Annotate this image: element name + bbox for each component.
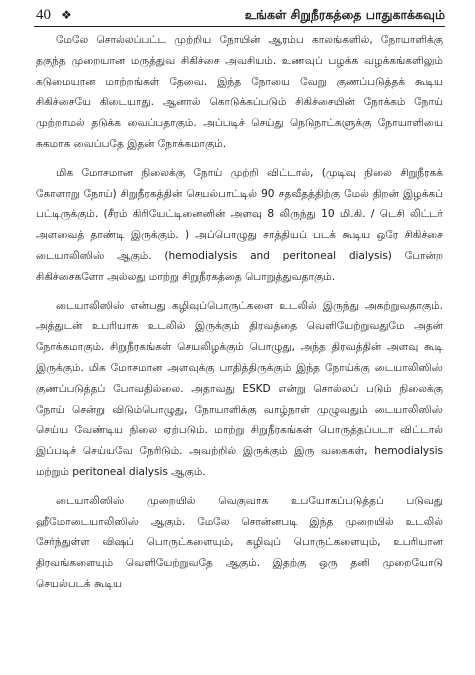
paragraph-4: டையாலிஸிஸ் முறையில் வெகுவாக உபயோகப்படுத்தப் படுவது ஹீமோடையாலிஸிஸ் ஆகும். மேலே சொன்னபடி இந்த முறையில் உடலில் சேர்ந்துள்ள விஷப் பொருட்களையும், கழிவுப் பொருட்களையும், உபரியான திரவங்களையும் வெளியேற்றுவதே ஆகும். இதற்கு ஒரு தனி முறையோடு செயல்படக் கூடிய [36, 494, 443, 590]
header-rule [34, 26, 445, 27]
page-number: 40 [36, 6, 51, 23]
paragraph-1: மேலே சொல்லப்பட்ட முற்றிய நோயின் ஆரம்ப காலங்களில், நோயாளிக்கு தகுந்த முறையான மருத்துவ சிகிச்சை அவசியம். உணவுப் பழக்க வழக்கங்களிலும் கடுமையான மாற்றங்கள் தேவை. இந்த நோயை வேறு குணப்படுத்தக் கூடிய சிகிச்சையே கிடையாது. ஆனால் கொடுக்கப்படும் சிகிச்சையின் நோக்கம் நோய் முற்றாமல் தடுக்க வைப்பதாகும். அப்படிச் செய்து நெடுநாட்களுக்கு நோயாளியை சுகமாக வைப்பதே இதன் நோக்கமாகும். [36, 34, 443, 150]
page-header [36, 4, 445, 26]
body-text [36, 30, 443, 669]
paragraph-2: மிக மோசமான நிலைக்கு நோய் முற்றி விட்டால், (முடிவு நிலை சிறுநீரகக் கோளாறு நோய்) சிறுநீரகத்தின் செயல்பாட்டில் 90 சதவீதத்திற்கு மேல் திறன் இழக்கப் பட்டிருக்கும். (சீரம் கிரியேட்டினைனின் அளவு 8 லிருந்து 10 மி.கி. / டெசி லிட்டர் அளவைத் தாண்டி இருக்கும். ) அப்பொழுது சாத்தியப் படக் கூடிய ஒரே சிகிச்சை டையாலிஸிஸ் ஆகும். (hemodialysis and peritoneal dialysis) போன்ற சிகிச்சைகளோ அல்லது மாற்று சிறுநீரகத்தை பொறுத்துவதாகும். [36, 166, 443, 283]
ornament-icon: ❖ [61, 8, 72, 22]
paragraph-3: டையாலிஸிஸ் என்பது கழிவுப்பொருட்களை உடலில் இருந்து அகற்றுவதாகும். அத்துடன் உபரியாக உடலில் இருக்கும் திரவத்தை வெளியேற்றுவதுமே அதன் நோக்கமாகும். சிறுநீரகங்கள் செயலிழக்கும் பொழுது, அந்த திரவத்தின் அளவு கூடி இருக்கும். மிக மோசமான அளவுக்கு பாதித்திருக்கும் இந்த நோய்க்கு டையாலிஸிஸ் குணப்படுத்தப் போவதில்லை. அதாவது ESKD என்று சொல்லப் படும் நிலைக்கு நோய் சென்று விடும்பொழுது, நோயாளிக்கு வாழ்நாள் முழுவதும் டையாலிஸிஸ் செய்ய வேண்டிய நிலை ஏற்படும். மாற்று சிறுநீரகங்கள் பொருத்தப்படா விட்டால் இப்படிச் செய்யவே நேரிடும். அவற்றில் இருக்கும் இரு வகைகள், hemodialysis மற்றும் peritoneal dialysis ஆகும். [36, 299, 443, 478]
running-title: உங்கள் சிறுநீரகத்தை பாதுகாக்கவும் [244, 6, 445, 22]
